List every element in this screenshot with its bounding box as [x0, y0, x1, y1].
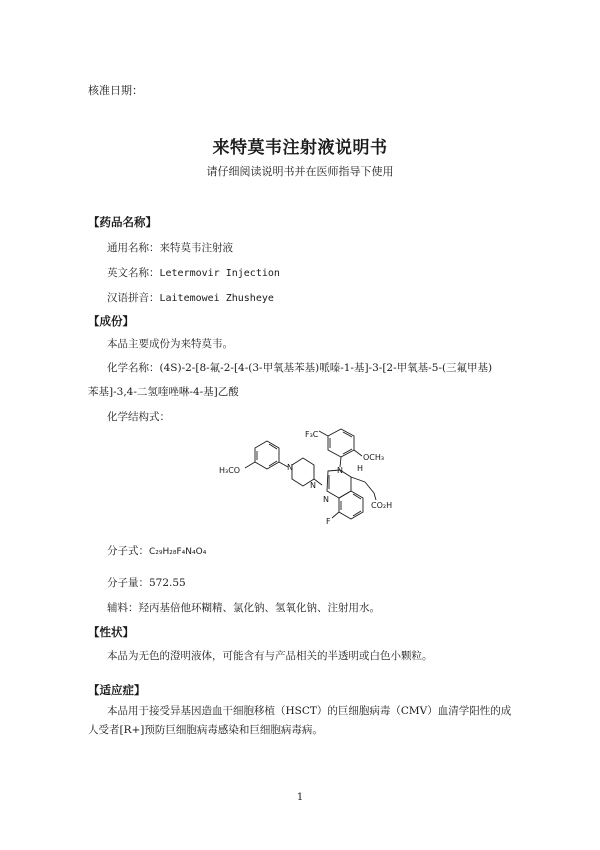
excipients: 辅料：羟丙基倍他环糊精、氯化钠、氢氧化钠、注射用水。 [107, 602, 380, 614]
molecular-formula-value: C₂₉H₂₈F₄N₄O₄ [149, 547, 207, 557]
molecular-formula [107, 543, 206, 558]
indications-text: 本品用于接受异基因造血干细胞移植（HSCT）的巨细胞病毒（CMV）血清学阳性的成人受者[R+]预防巨细胞病毒感染和巨细胞病毒病。 [88, 705, 512, 736]
molecular-weight [107, 575, 186, 590]
structure-label-n2: N [310, 481, 316, 490]
section-heading-composition: 【成份】 [88, 314, 134, 328]
pinyin-label: 汉语拼音： [107, 292, 160, 304]
english-name [107, 265, 280, 280]
chemical-name-line-2: 苯基]-3,4-二氢喹唑啉-4-基]乙酸 [88, 386, 239, 398]
document-subtitle: 请仔细阅读说明书并在医师指导下使用 [206, 165, 394, 178]
approval-date-label: 核准日期： [88, 84, 143, 97]
structure-label-n1: N [287, 463, 293, 472]
molecular-weight-label: 分子量： [107, 577, 149, 589]
structure-label-f: F [326, 517, 331, 526]
structure-label-och3-right: OCH₃ [363, 453, 385, 462]
structure-label-n3: N [337, 466, 343, 475]
structure-label-cf3: F₃C [305, 430, 319, 439]
structure-label-n4: N [323, 495, 329, 504]
section-heading-indications: 【适应症】 [88, 683, 146, 697]
section-heading-description: 【性状】 [88, 625, 134, 639]
document-title: 来特莫韦注射液说明书 [212, 138, 388, 158]
chemical-name-line-1: 化学名称：(4S)-2-[8-氟-2-[4-(3-甲氧基苯基)哌嗪-1-基]-3-[2-甲氧基-5-(三氟甲基) [107, 362, 493, 374]
chemical-structure-diagram [200, 428, 410, 546]
page-number: 1 [296, 792, 304, 803]
molecular-formula-label: 分子式： [107, 545, 149, 557]
main-ingredient: 本品主要成份为来特莫韦。 [107, 338, 233, 350]
pinyin-name [107, 290, 274, 305]
description-text: 本品为无色的澄明液体，可能含有与产品相关的半透明或白色小颗粒。 [107, 650, 433, 662]
section-heading-drug-name: 【药品名称】 [88, 215, 157, 229]
english-name-value: Letermovir Injection [159, 268, 280, 279]
structure-label-h3co-left: H₃CO [219, 466, 241, 475]
structure-label: 化学结构式： [107, 411, 170, 423]
generic-name: 通用名称：来特莫韦注射液 [107, 242, 233, 254]
pinyin-value: Laitemowei Zhusheye [159, 293, 274, 304]
structure-label-co2h: CO₂H [371, 501, 393, 510]
molecular-weight-value: 572.55 [149, 577, 186, 589]
english-name-label: 英文名称： [107, 267, 160, 279]
structure-label-h: H [357, 464, 364, 473]
